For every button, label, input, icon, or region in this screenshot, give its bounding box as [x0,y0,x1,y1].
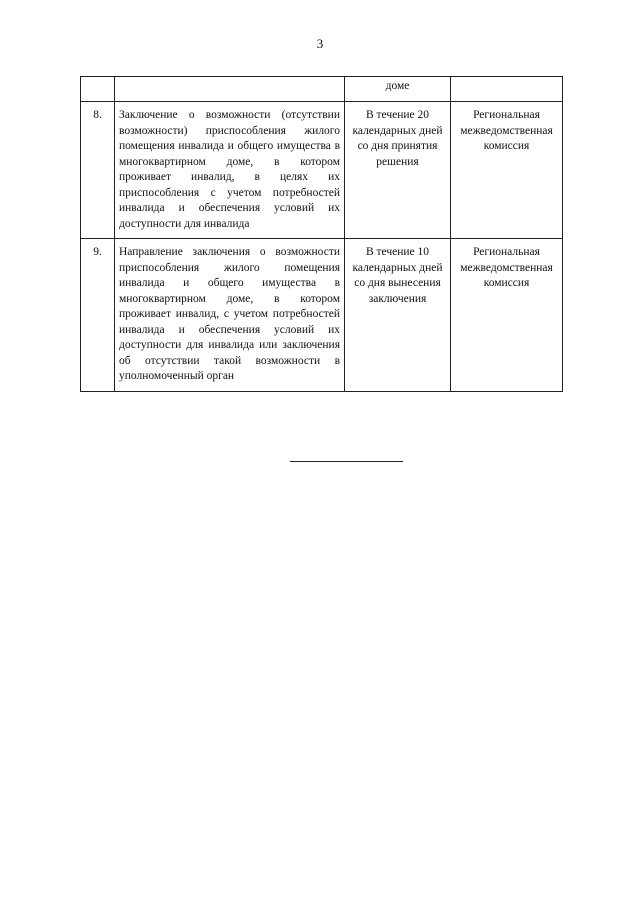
row-number-cell [81,77,115,102]
page-number: 3 [316,36,324,51]
row-number-cell: 8. [81,102,115,239]
row-term-cell: В течение 10 календарных дней со дня вынесения заключения [345,239,451,392]
table-row [81,239,563,392]
action-plan-table [80,76,563,392]
table-continuation-row [81,77,563,102]
row-description-cell: Направление заключения о возможности приспособления жилого помещения инвалида и общего имущества в многоквартирном доме, в котором проживает инвалид, с учетом потребностей инвалида и обеспечения условий их доступности для инвалида или заключения об отсутствии такой возможности в уполномоченный орган [115,239,345,392]
row-description-cell: Заключение о возможности (отсутствии возможности) приспособления жилого помещения инвалида и общего имущества в многоквартирном доме, в котором проживает инвалид, в целях их приспособления с учетом потребностей инвалида и обеспечения условий их доступности для инвалида [115,102,345,239]
row-number-cell: 9. [81,239,115,392]
end-of-document-line [290,461,403,462]
row-responsible-cell: Региональная межведомственная комиссия [451,239,563,392]
table-row [81,102,563,239]
row-description-cell [115,77,345,102]
row-responsible-cell: Региональная межведомственная комиссия [451,102,563,239]
row-term-cell: доме [345,77,451,102]
row-term-cell: В течение 20 календарных дней со дня принятия решения [345,102,451,239]
row-responsible-cell [451,77,563,102]
